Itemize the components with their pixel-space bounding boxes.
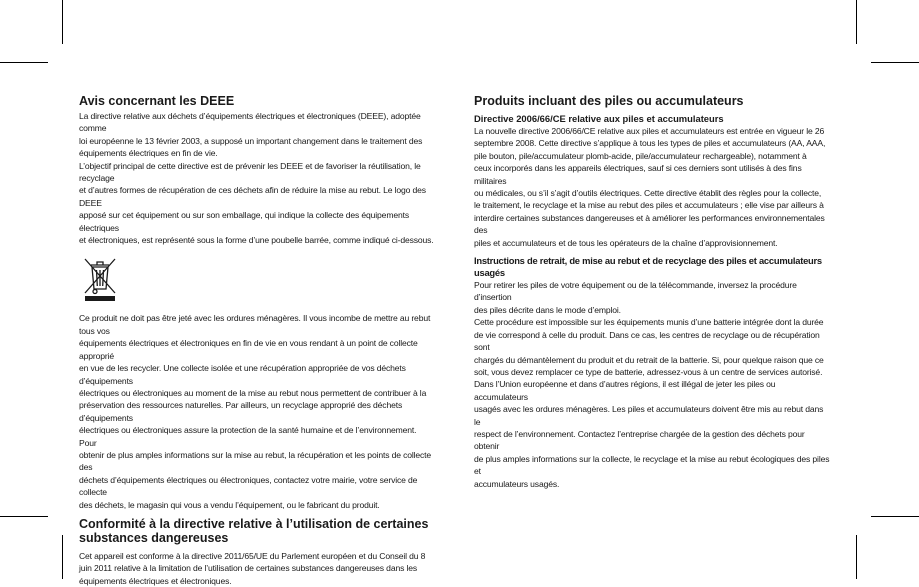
crop-mark-top-left-v xyxy=(62,0,63,44)
battery-instructions-subheading: Instructions de retrait, de mise au rebut et de recyclage des piles et accumulateurs usagés xyxy=(474,255,822,279)
crop-mark-top-left-h xyxy=(0,62,48,63)
crop-mark-bottom-left-v xyxy=(62,535,63,579)
left-column xyxy=(79,94,435,587)
rohs-heading: Conformité à la directive relative à l’utilisation de certaines substances dangereuses xyxy=(79,516,429,545)
crossed-out-wheelie-bin-icon xyxy=(83,256,117,302)
rohs-paragraph: Cet appareil est conforme à la directive 2011/65/UE du Parlement européen et du Conseil du 8 juin 2011 relative à la limitation de l’utilisation de certaines substances dangereuses dans les équipements électriques et électroniques. xyxy=(79,550,426,586)
battery-directive-subheading: Directive 2006/66/CE relative aux piles et accumulateurs xyxy=(474,113,724,124)
deee-paragraph-1: La directive relative aux déchets d’équipements électriques et électroniques (DEEE), adoptée comme loi européenne le 13 février 2003, a supposé un important changement dans le traitement des équipements électriques en fin de vie. L’objectif principal de cette directive est de prévenir les DEEE et de favoriser la réutilisation, le recyclage et d’autres formes de récupération de ces déchets afin de réduire la mise au rebut. Le logo des DEEE apposé sur cet équipement ou sur son emballage, qui indique la collecte des équipements électriques et électroniques, est représenté sous la forme d’une poubelle barrée, comme indiqué ci-dessous. xyxy=(79,111,434,246)
deee-paragraph-2: Ce produit ne doit pas être jeté avec les ordures ménagères. Il vous incombe de mettre au rebut tous vos équipements électriques et électroniques en fin de vie en vous rendant à un point de collecte approprié en vue de les recycler. Une collecte isolée et une récupération appropriée de vos déchets d’équipements électriques ou électroniques au moment de la mise au rebut nous permettent de contribuer à la préservation des ressources naturelles. Par ailleurs, un recyclage approprié des déchets d’équipements électriques ou électroniques assure la protection de la santé humaine et de l’environnement. Pour obtenir de plus amples informations sur la mise au rebut, la récupération et les points de collecte des déchets d’équipements électriques ou électroniques, contactez votre mairie, votre service de collecte des déchets, le magasin qui vous a vendu l’équipement, ou le fabricant du produit. xyxy=(79,313,432,510)
crop-mark-bottom-right-v xyxy=(856,535,857,579)
deee-heading: Avis concernant les DEEE xyxy=(79,94,235,108)
crop-mark-top-right-v xyxy=(856,0,857,44)
battery-instructions-paragraph: Pour retirer les piles de votre équipement ou de la télécommande, inversez la procédure d’insertion des piles décrite dans le mode d’emploi. Cette procédure est impossible sur les équipements munis d’une batterie intégrée dont la durée de vie correspond à celle du produit. Dans ce cas, les centres de recyclage ou de récupération sont chargés du démantèlement du produit et du retrait de la batterie. Si, pour quelque raison que ce soit, vous devez remplacer ce type de batterie, adressez-vous à un centre de services autorisé. Dans l’Union européenne et dans d’autres régions, il est illégal de jeter les piles ou accumulateurs usagés avec les ordures ménagères. Les piles et accumulateurs doivent être mis au rebut dans le respect de l’environnement. Contactez l’entreprise chargée de la gestion des déchets pour obtenir de plus amples informations sur la collecte, le recyclage et la mise au rebut écologiques des piles et accumulateurs usagés. xyxy=(474,280,830,489)
crop-mark-bottom-left-h xyxy=(0,516,48,517)
crop-mark-bottom-right-h xyxy=(871,516,919,517)
crop-mark-top-right-h xyxy=(871,62,919,63)
batteries-heading: Produits incluant des piles ou accumulateurs xyxy=(474,94,744,108)
right-column xyxy=(474,94,830,490)
battery-directive-paragraph: La nouvelle directive 2006/66/CE relative aux piles et accumulateurs est entrée en vigueur le 26 septembre 2008. Cette directive s’applique à tous les types de piles et accumulateurs (AA, AAA, pile bouton, pile/accumulateur plomb-acide, pile/accumulateur rechargeable), notamment à ceux incorporés dans les appareils électriques, sauf si ces derniers sont utilisés à des fins militaires ou médicales, ou s’il s’agit d’outils électriques. Cette directive établit des règles pour la collecte, le traitement, le recyclage et la mise au rebut des piles et accumulateurs ; elle vise par ailleurs à interdire certaines substances dangereuses et à améliorer les performances environnementales des piles et accumulateurs et de tous les opérateurs de la chaîne d’approvisionnement. xyxy=(474,126,826,248)
